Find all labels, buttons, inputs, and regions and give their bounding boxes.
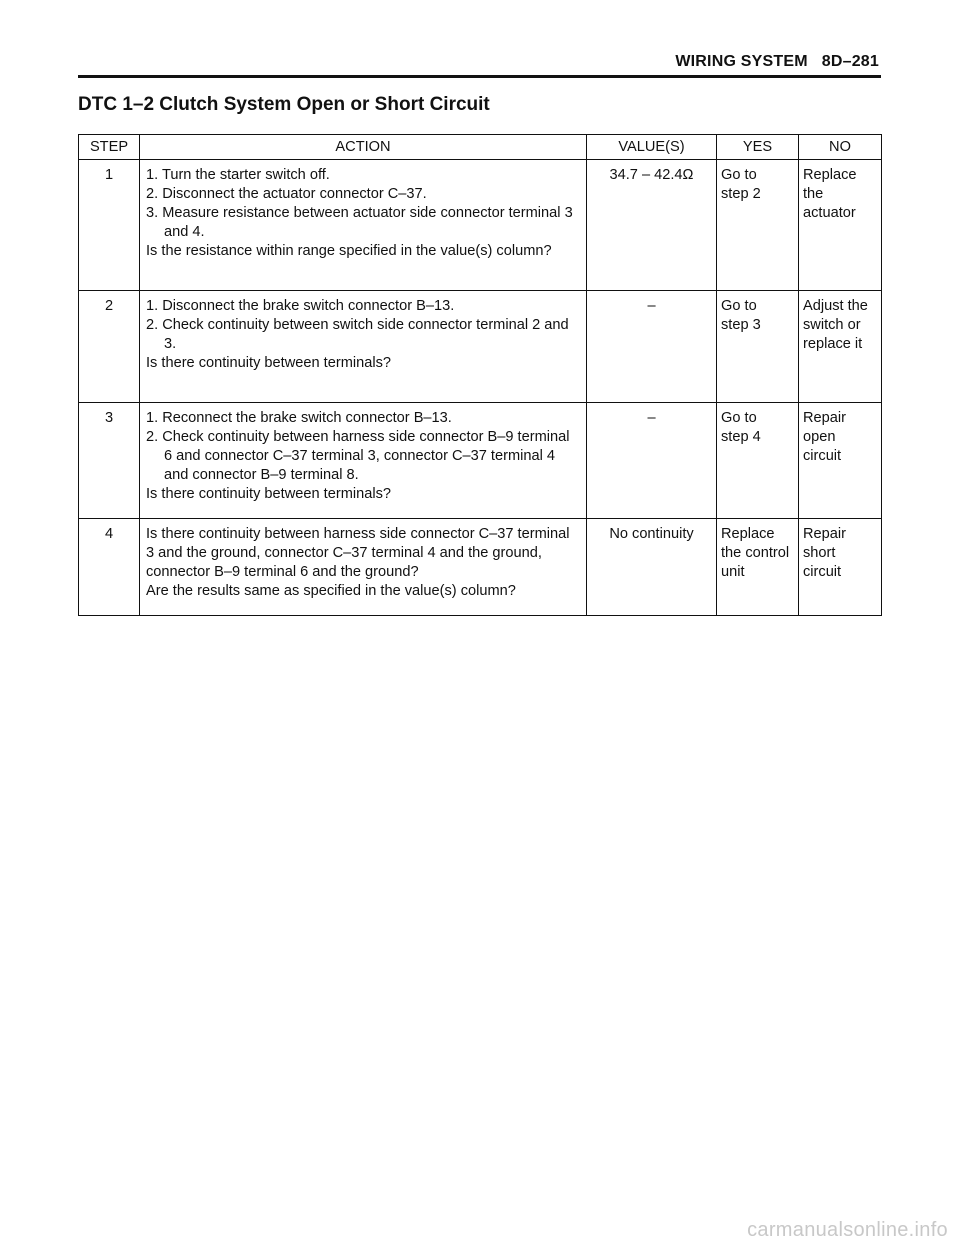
table-header-row (79, 135, 882, 160)
page-header (78, 52, 881, 78)
value-cell: – (587, 403, 717, 519)
action-line: Is there continuity between harness side connector C–37 terminal 3 and the ground, connector C–37 terminal 4 and the ground, connector B–9 terminal 6 and the ground? (146, 526, 570, 580)
no-line: short (803, 545, 836, 561)
column-header-yes: YES (717, 135, 799, 160)
page-number: 8D–281 (821, 53, 879, 70)
no-line: switch or (803, 317, 861, 333)
table-row (79, 403, 882, 519)
no-cell (799, 291, 882, 403)
no-line: the (803, 186, 824, 202)
column-header-values: VALUE(S) (587, 135, 717, 160)
no-line: actuator (803, 205, 856, 221)
action-line: 2. Disconnect the actuator connector C–37. (146, 186, 427, 202)
page-title: DTC 1–2 Clutch System Open or Short Circuit (78, 94, 490, 115)
yes-cell (717, 403, 799, 519)
no-cell (799, 160, 882, 291)
action-question: Are the results same as specified in the value(s) column? (146, 583, 516, 599)
action-cell (140, 403, 587, 519)
action-question: Is there continuity between terminals? (146, 355, 391, 371)
yes-cell (717, 519, 799, 616)
action-question: Is there continuity between terminals? (146, 486, 391, 502)
no-line: replace it (803, 336, 863, 352)
action-line: 2. Check continuity between harness side connector B–9 terminal 6 and connector C–37 terminal 3, connector C–37 terminal 4 and connector B–9 terminal 8. (146, 429, 570, 483)
column-header-no: NO (799, 135, 882, 160)
no-line: open (803, 429, 836, 445)
yes-line: Go to (721, 298, 757, 314)
action-line: 1. Turn the starter switch off. (146, 167, 330, 183)
yes-line: step 3 (721, 317, 761, 333)
step-cell: 3 (79, 403, 140, 519)
no-line: circuit (803, 564, 842, 580)
table-row (79, 291, 882, 403)
action-cell (140, 291, 587, 403)
section-title: WIRING SYSTEM (675, 53, 808, 70)
header-text (675, 53, 879, 71)
yes-line: Go to (721, 167, 757, 183)
action-line: 1. Reconnect the brake switch connector B–13. (146, 410, 452, 426)
action-cell (140, 160, 587, 291)
yes-cell (717, 291, 799, 403)
yes-line: Replace (721, 526, 775, 542)
yes-line: the control (721, 545, 790, 561)
step-cell: 4 (79, 519, 140, 616)
table-row (79, 160, 882, 291)
action-line: 3. Measure resistance between actuator side connector terminal 3 and 4. (146, 205, 573, 240)
no-cell (799, 403, 882, 519)
diagnostic-table (78, 134, 882, 616)
action-line: 2. Check continuity between switch side connector terminal 2 and 3. (146, 317, 569, 352)
action-line: 1. Disconnect the brake switch connector B–13. (146, 298, 455, 314)
no-line: Replace (803, 167, 857, 183)
step-cell: 2 (79, 291, 140, 403)
step-cell: 1 (79, 160, 140, 291)
yes-cell (717, 160, 799, 291)
value-cell: 34.7 – 42.4Ω (587, 160, 717, 291)
column-header-action: ACTION (140, 135, 587, 160)
value-cell: – (587, 291, 717, 403)
watermark: carmanualsonline.info (747, 1219, 948, 1241)
yes-line: Go to (721, 410, 757, 426)
action-question: Is the resistance within range specified in the value(s) column? (146, 243, 552, 259)
action-cell (140, 519, 587, 616)
yes-line: step 2 (721, 186, 761, 202)
no-line: circuit (803, 448, 842, 464)
no-cell (799, 519, 882, 616)
no-line: Repair (803, 410, 846, 426)
value-cell: No continuity (587, 519, 717, 616)
no-line: Adjust the (803, 298, 868, 314)
table-row (79, 519, 882, 616)
yes-line: unit (721, 564, 745, 580)
yes-line: step 4 (721, 429, 761, 445)
no-line: Repair (803, 526, 846, 542)
column-header-step: STEP (79, 135, 140, 160)
